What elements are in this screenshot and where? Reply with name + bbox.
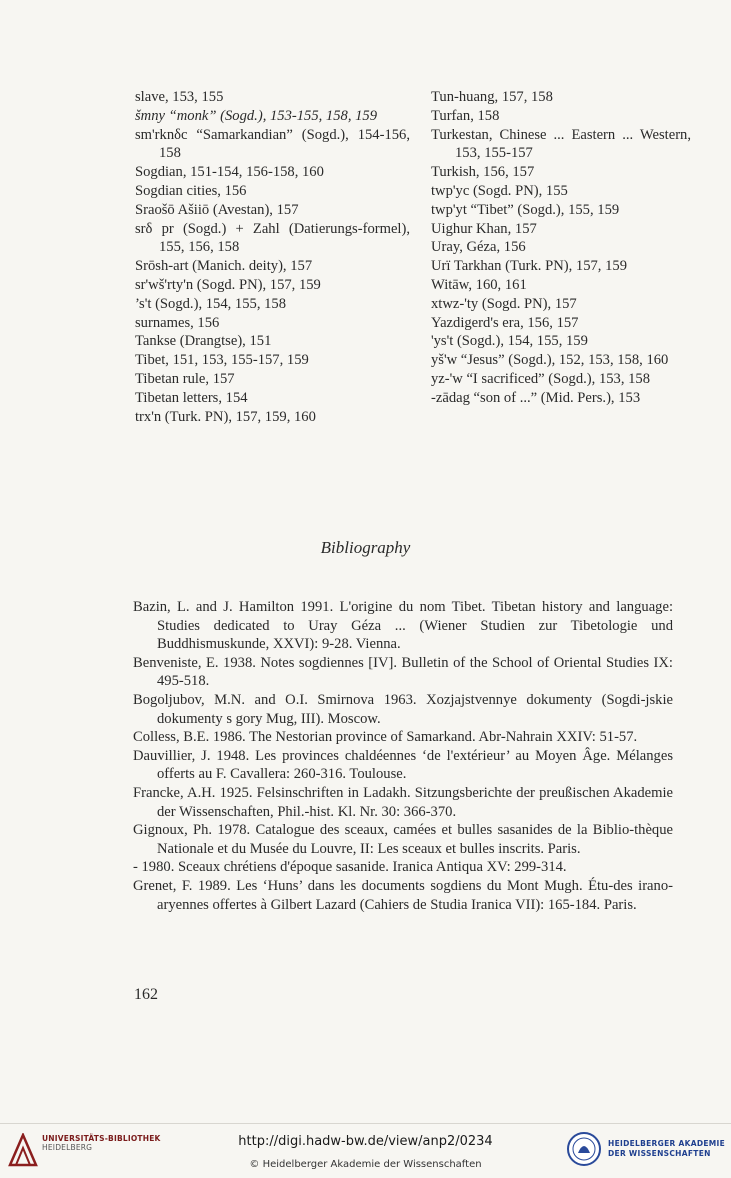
index-entry-text: yš'w “Jesus” (Sogd.), 152, 153, 158, 160	[431, 352, 669, 369]
index-entry-text: Yazdigerd's era, 156, 157	[431, 314, 579, 331]
index-entry-text: Sraošō Ašiiō (Avestan), 157	[135, 201, 299, 218]
index-entry	[135, 295, 410, 314]
index-entry	[135, 257, 410, 276]
index-entry-text: twp'yt “Tibet” (Sogd.), 155, 159	[431, 201, 620, 218]
bibliography-entry-text: Dauvillier, J. 1948. Les provinces chaldéennes ‘de l'extérieur’ au Moyen Âge. Mélanges offerts au F. Cavallera: 260-316. Toulouse.	[133, 747, 673, 783]
index-entry-text: xtwz-'ty (Sogd. PN), 157	[431, 295, 577, 312]
index-entry	[431, 351, 691, 370]
index-entry	[431, 126, 691, 164]
footer-bar	[0, 1123, 731, 1178]
copyright-notice: © Heidelberger Akademie der Wissenschaften	[249, 1159, 482, 1170]
index-entry	[135, 201, 410, 220]
bibliography-entry-text: Bogoljubov, M.N. and O.I. Smirnova 1963. Xozjajstvennye dokumenty (Sogdi-jskie dokumenty s gory Mug, III). Moscow.	[133, 691, 673, 727]
index-entry-text: Uray, Géza, 156	[431, 239, 526, 256]
index-entry-text: Turkish, 156, 157	[431, 164, 535, 181]
index-entry-text: Srōsh-art (Manich. deity), 157	[135, 258, 313, 275]
bibliography-entry	[133, 821, 673, 858]
library-name: UNIVERSITÄTS-BIBLIOTHEK	[42, 1134, 161, 1143]
academy-line-1: HEIDELBERGER AKADEMIE	[608, 1139, 726, 1148]
index-entry-text: Turfan, 158	[431, 107, 500, 124]
index-entry-text: srδ pr (Sogd.) + Zahl (Datierungs-formel), 155, 156, 158	[135, 220, 410, 256]
index-entry	[135, 314, 410, 333]
index-entry-text: Uighur Khan, 157	[431, 220, 537, 237]
index-entry-text: Tun-huang, 157, 158	[431, 89, 553, 105]
bibliography-list	[133, 598, 673, 914]
index-entry	[135, 370, 410, 389]
bibliography-entry	[133, 747, 673, 784]
index-entry	[431, 220, 691, 239]
index-entry	[431, 163, 691, 182]
page-url-link[interactable]: http://digi.hadw-bw.de/view/anp2/0234	[238, 1134, 493, 1149]
index-entry-text: Witāw, 160, 161	[431, 276, 527, 293]
bibliography-heading: Bibliography	[320, 538, 411, 557]
index-entry-text: ’s't (Sogd.), 154, 155, 158	[135, 295, 287, 312]
index-entry-text: Sogdian, 151-154, 156-158, 160	[135, 164, 324, 181]
index-entry	[135, 408, 410, 427]
index-entry	[135, 126, 410, 164]
index-entry	[135, 182, 410, 201]
index-entry	[135, 220, 410, 258]
index-entry	[135, 107, 410, 126]
bibliography-entry-text: Grenet, F. 1989. Les ‘Huns’ dans les documents sogdiens du Mont Mugh. Étu-des irano-aryennes offertes à Gilbert Lazard (Cahiers de Studia Iranica VII): 165-184. Paris.	[133, 877, 673, 913]
bibliography-entry	[133, 654, 673, 691]
index-entry	[135, 163, 410, 182]
index-entry-text: Tibetan letters, 154	[135, 389, 248, 406]
bibliography-entry	[133, 728, 673, 747]
index-entry-text: 'ys't (Sogd.), 154, 155, 159	[431, 333, 588, 350]
index-entry	[135, 88, 410, 107]
bibliography-entry	[133, 598, 673, 654]
bibliography-entry-text: Francke, A.H. 1925. Felsinschriften in Ladakh. Sitzungsberichte der preußischen Akademie der Wissenschaften, Phil.-hist. Kl. Nr. 30: 366-370.	[133, 784, 673, 820]
bibliography-entry-text: Bazin, L. and J. Hamilton 1991. L'origine du nom Tibet. Tibetan history and language: Studies dedicated to Uray Géza ... (Wiener Studien zur Tibetologie und Buddhismuskunde, XXVI): 9-28. Vienna.	[133, 599, 673, 653]
index-entry-text: surnames, 156	[135, 314, 220, 331]
index-entry-text: šmny “monk” (Sogd.), 153-155, 158, 159	[135, 107, 378, 124]
index-entry	[431, 257, 691, 276]
index-entry-text: Turkestan, Chinese ... Eastern ... Western, 153, 155-157	[431, 126, 691, 162]
index-entry	[431, 201, 691, 220]
index-entry-text: twp'yc (Sogd. PN), 155	[431, 182, 568, 199]
bibliography-entry	[133, 877, 673, 914]
academy-seal-icon	[566, 1131, 602, 1167]
index-entry	[431, 88, 691, 107]
index-entry-text: sr'wš'rty'n (Sogd. PN), 157, 159	[135, 276, 321, 293]
bibliography-entry	[133, 784, 673, 821]
index-entry	[135, 332, 410, 351]
index-column-left	[135, 88, 410, 426]
academy-name	[608, 1139, 725, 1159]
page-number: 162	[134, 986, 158, 1003]
bibliography-entry-text: Colless, B.E. 1986. The Nestorian province of Samarkand. Abr-Nahrain XXIV: 51-57.	[133, 729, 638, 746]
index-entry	[431, 238, 691, 257]
index-entry	[135, 389, 410, 408]
bibliography-entry	[133, 858, 673, 877]
bibliography-entry	[133, 691, 673, 728]
index-entry	[431, 182, 691, 201]
index-entry-text: slave, 153, 155	[135, 89, 224, 105]
bibliography-entry-text: Benveniste, E. 1938. Notes sogdiennes [IV]. Bulletin of the School of Oriental Studies IX: 495-518.	[133, 654, 673, 690]
index-entry-text: Urï Tarkhan (Turk. PN), 157, 159	[431, 258, 627, 275]
library-city: HEIDELBERG	[42, 1143, 93, 1152]
index-entry-text: Sogdian cities, 156	[135, 182, 247, 199]
index-entry-text: yz-'w “I sacrificed” (Sogd.), 153, 158	[431, 370, 651, 387]
academy-line-2: DER WISSENSCHAFTEN	[608, 1149, 711, 1158]
bibliography-entry-text: Gignoux, Ph. 1978. Catalogue des sceaux, camées et bulles sasanides de la Biblio-thèque Nationale et du Musée du Louvre, II: Les sceaux et bulles inscrits. Paris.	[133, 822, 673, 857]
index-entry-text: Tibetan rule, 157	[135, 370, 235, 387]
index-entry	[431, 370, 691, 389]
index-entry	[135, 276, 410, 295]
index-entry	[431, 389, 691, 408]
index-entry-text: Tankse (Drangtse), 151	[135, 333, 272, 350]
index-entry	[431, 314, 691, 333]
index-entry-text: Tibet, 151, 153, 155-157, 159	[135, 352, 309, 369]
index-entry-text: trx'n (Turk. PN), 157, 159, 160	[135, 408, 316, 425]
index-entry	[431, 107, 691, 126]
index-column-right	[431, 88, 691, 408]
index-entry-text: -zādag “son of ...” (Mid. Pers.), 153	[431, 389, 641, 406]
index-entry	[431, 276, 691, 295]
index-entry	[431, 295, 691, 314]
index-entry	[431, 332, 691, 351]
index-entry	[135, 351, 410, 370]
bibliography-entry-text: - 1980. Sceaux chrétiens d'époque sasanide. Iranica Antiqua XV: 299-314.	[133, 859, 567, 876]
index-entry-text: sm'rknδc “Samarkandian” (Sogd.), 154-156, 158	[135, 126, 410, 162]
